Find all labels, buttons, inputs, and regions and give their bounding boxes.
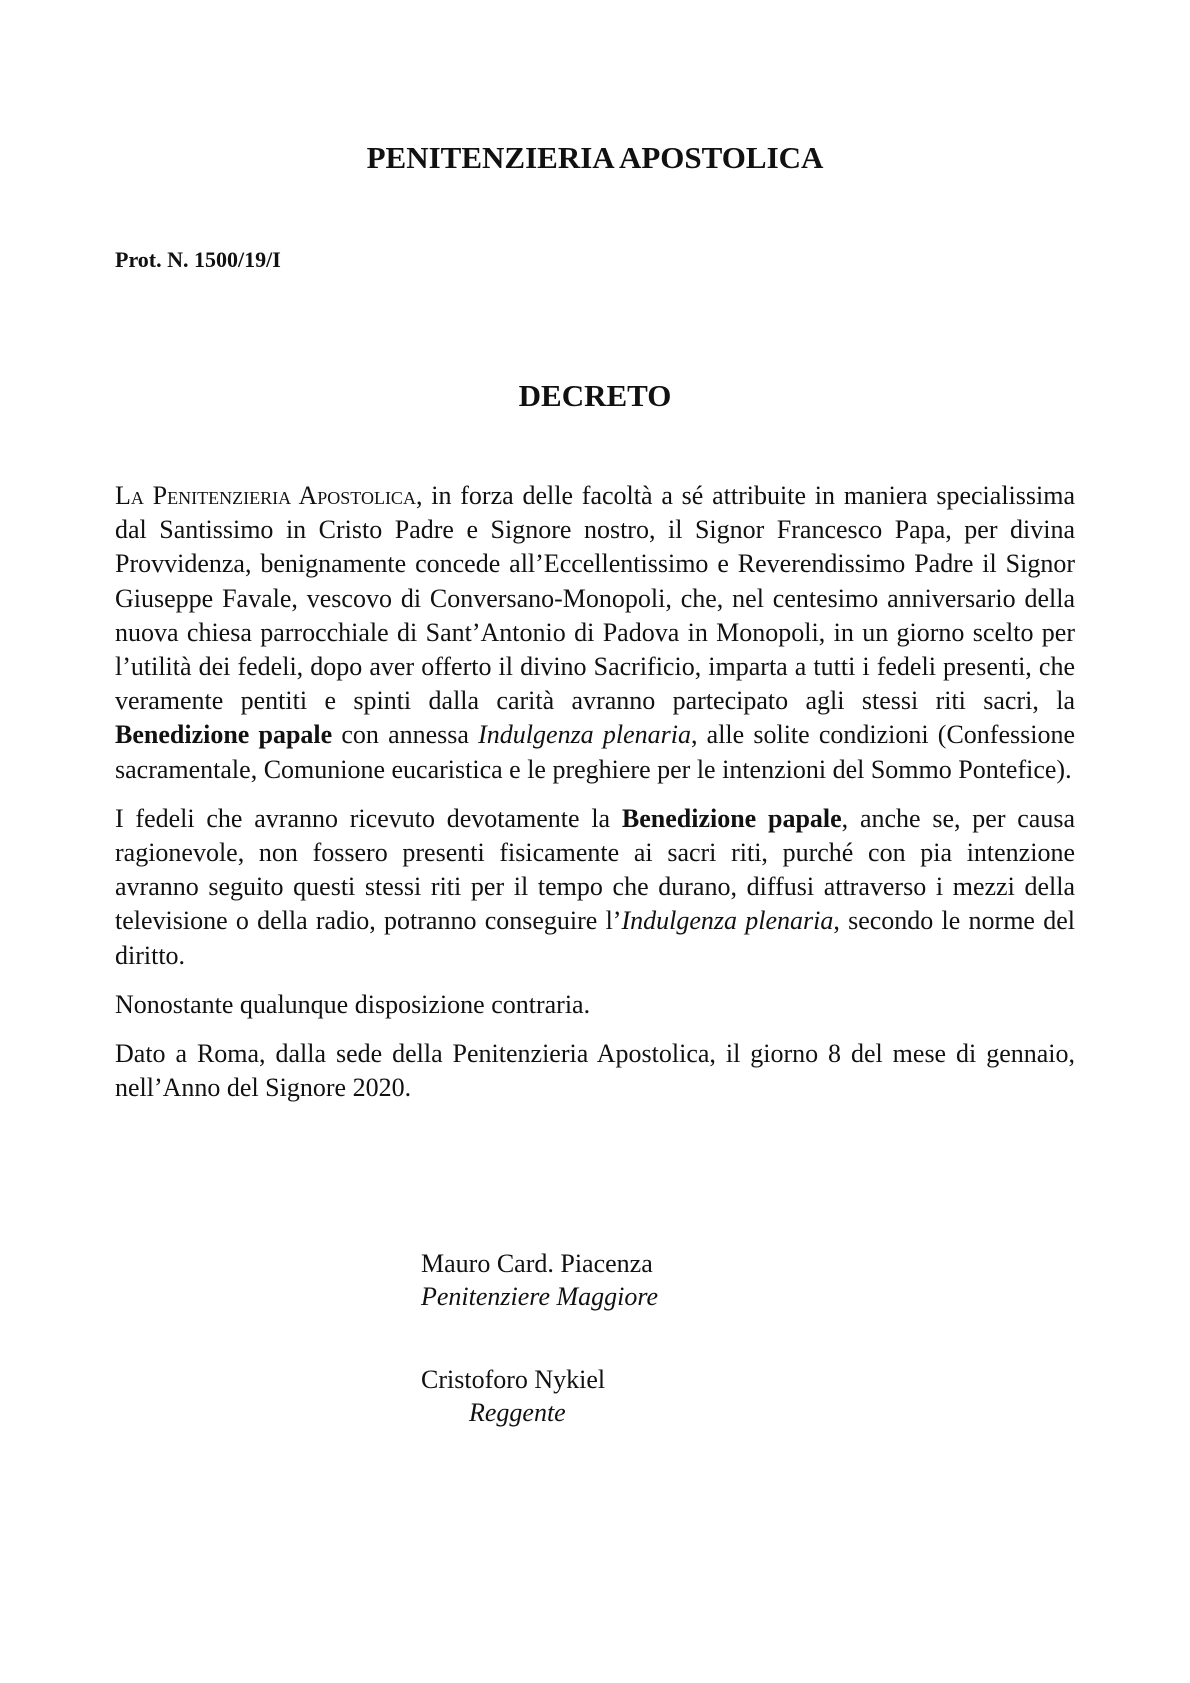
signatory-name: Mauro Card. Piacenza <box>421 1249 653 1278</box>
protocol-number: Prot. N. 1500/19/I <box>115 247 281 272</box>
signature-block-regent <box>421 1363 605 1429</box>
paragraph-broadcast <box>115 802 1075 973</box>
signatory-role: Reggente <box>469 1398 566 1427</box>
issuer-heading: PENITENZIERIA APOSTOLICA <box>366 140 824 175</box>
paragraph-text: , secondo le norme del diritto. <box>115 906 1075 970</box>
paragraph-concession <box>115 479 1075 787</box>
signatory-name: Cristoforo Nykiel <box>421 1365 606 1394</box>
issuer-name-smallcaps: La Penitenzieria Apostolica <box>115 481 416 510</box>
papal-blessing-term: Benedizione papale <box>621 803 842 833</box>
plenary-indulgence-term: Indulgenza plenaria <box>621 906 834 936</box>
paragraph-derogation: Nonostante qualunque disposizione contraria. <box>115 989 591 1019</box>
signature-block-penitentiary <box>421 1247 658 1313</box>
paragraph-date-place: Dato a Roma, dalla sede della Penitenzieria Apostolica, il giorno 8 del mese di gennaio, nell’Anno del Signore 2020. <box>115 1039 1075 1103</box>
paragraph-text: con annessa <box>332 720 479 750</box>
signatory-role: Penitenziere Maggiore <box>421 1282 659 1311</box>
papal-blessing-term: Benedizione papale <box>115 720 333 750</box>
paragraph-text: , alle solite condizioni (Confessione sacramentale, Comunione eucaristica e le preghiere per le intenzioni del Sommo Pontefice). <box>115 720 1075 784</box>
decree-title: DECRETO <box>518 378 672 413</box>
paragraph-text: , in forza delle facoltà a sé attribuite in maniera specialissima dal Santissimo in Cristo Padre e Signore nostro, il Signor Francesco Papa, per divina Provvidenza, benignamente concede all’Eccellentissimo e Reverendissimo Padre il Signor Giuseppe Favale, vescovo di Conversano-Monopoli, che, nel centesimo anniversario della nuova chiesa parrocchiale di Sant’Antonio di Padova in Monopoli, in un giorno scelto per l’utilità dei fedeli, dopo aver offerto il divino Sacrificio, imparta a tutti i fedeli presenti, che veramente pentiti e spinti dalla carità avranno partecipato agli stessi riti sacri, la <box>115 481 1075 716</box>
paragraph-text: I fedeli che avranno ricevuto devotamente la <box>115 803 622 833</box>
decree-body <box>115 479 1075 1120</box>
plenary-indulgence-term: Indulgenza plenaria <box>478 720 691 750</box>
paragraph-text: , anche se, per causa ragionevole, non fossero presenti fisicamente ai sacri riti, purché con pia intenzione avranno seguito questi stessi riti per il tempo che durano, diffusi attraverso i mezzi della televisione o della radio, potranno conseguire l’ <box>115 803 1075 936</box>
